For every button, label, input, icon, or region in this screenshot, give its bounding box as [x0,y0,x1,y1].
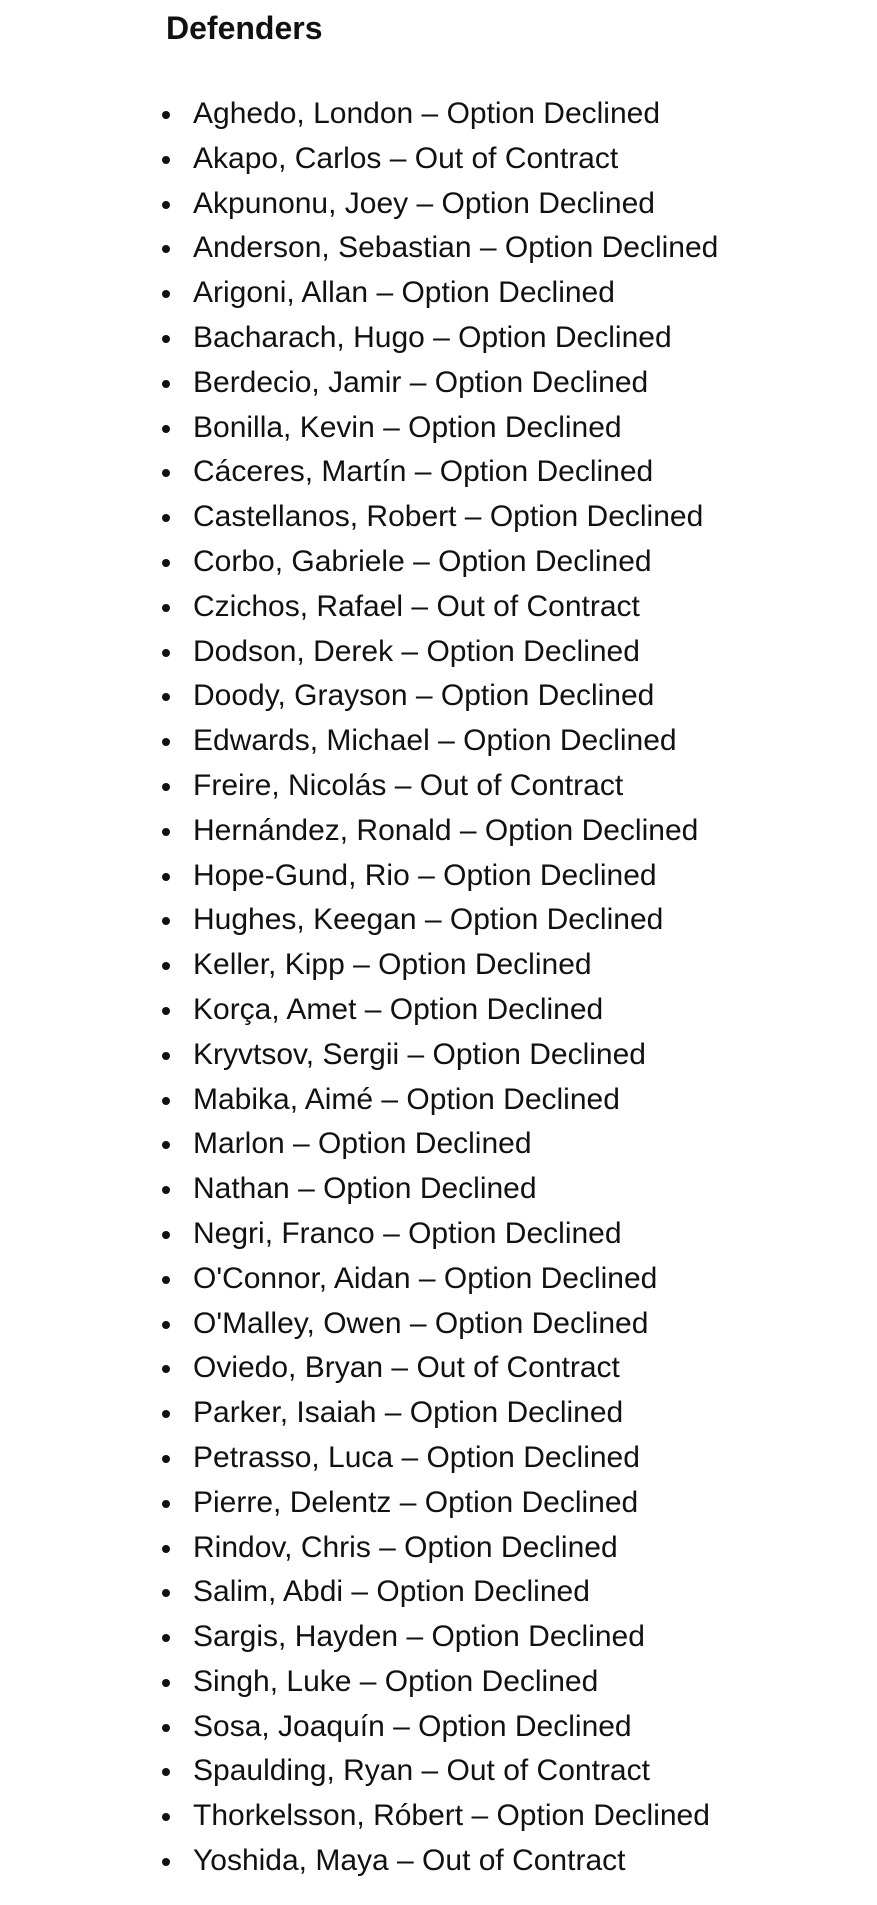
player-entry-text: Negri, Franco – Option Declined [193,1216,622,1250]
bullet-icon [162,1052,170,1060]
bullet-icon [162,1186,170,1194]
player-entry-text: O'Malley, Owen – Option Declined [193,1306,649,1340]
bullet-icon [162,1097,170,1105]
player-entry-text: Aghedo, London – Option Declined [193,97,661,130]
bullet-icon [162,738,170,746]
player-entry-text: Doody, Grayson – Option Declined [193,679,655,713]
player-entry-text: Singh, Luke – Option Declined [193,1664,599,1698]
bullet-icon [162,604,170,612]
player-entry-text: Cáceres, Martín – Option Declined [193,455,654,489]
player-entry-text: Dodson, Derek – Option Declined [193,634,640,668]
bullet-icon [162,1276,170,1284]
bullet-icon [162,873,170,881]
bullet-icon [162,469,170,477]
player-entry-text: Bonilla, Kevin – Option Declined [193,410,622,444]
player-entry-text: Akapo, Carlos – Out of Contract [193,141,619,175]
bullet-icon [162,201,170,209]
bullet-icon [162,962,170,970]
player-entry-text: Mabika, Aimé – Option Declined [193,1082,620,1116]
section-title: Defenders [166,10,323,46]
bullet-icon [162,649,170,657]
player-entry-text: Hope-Gund, Rio – Option Declined [193,858,657,892]
bullet-icon [162,380,170,388]
bullet-icon [162,1410,170,1418]
player-entry-text: Bacharach, Hugo – Option Declined [193,320,672,354]
player-entry-text: Akpunonu, Joey – Option Declined [193,186,655,220]
player-entry-text: Oviedo, Bryan – Out of Contract [193,1351,620,1385]
bullet-icon [162,1007,170,1015]
player-entry-text: Edwards, Michael – Option Declined [193,724,677,758]
player-entry-text: Sargis, Hayden – Option Declined [193,1620,645,1654]
player-entry-text: Parker, Isaiah – Option Declined [193,1396,624,1430]
player-entry-text: Arigoni, Allan – Option Declined [193,276,615,310]
bullet-icon [162,783,170,791]
bullet-icon [162,1141,170,1149]
bullet-icon [162,1321,170,1329]
bullet-icon [162,111,170,119]
player-entry-text: Keller, Kipp – Option Declined [193,948,592,982]
player-entry-text: Kryvtsov, Sergii – Option Declined [193,1037,646,1071]
player-entry-text: Nathan – Option Declined [193,1172,537,1206]
player-entry-text: Marlon – Option Declined [193,1127,532,1161]
player-entry-text: Sosa, Joaquín – Option Declined [193,1709,632,1743]
player-entry-text: Spaulding, Ryan – Out of Contract [193,1754,650,1788]
player-entry-text: Pierre, Delentz – Option Declined [193,1485,639,1519]
player-entry-text: Castellanos, Robert – Option Declined [193,500,704,534]
bullet-icon [162,693,170,701]
bullet-icon [162,1679,170,1687]
player-entry-text: Thorkelsson, Róbert – Option Declined [193,1799,710,1833]
bullet-icon [162,245,170,253]
player-entry-text: Yoshida, Maya – Out of Contract [193,1844,626,1878]
bullet-icon [162,1365,170,1373]
player-entry-text: Corbo, Gabriele – Option Declined [193,544,652,578]
bullet-icon [162,1231,170,1239]
bullet-icon [162,828,170,836]
bullet-icon [162,1500,170,1508]
bullet-icon [162,425,170,433]
bullet-icon [162,290,170,298]
bullet-icon [162,1768,170,1776]
bullet-icon [162,335,170,343]
bullet-icon [162,514,170,522]
player-entry-text: Anderson, Sebastian – Option Declined [193,231,719,265]
bullet-icon [162,1589,170,1597]
bullet-icon [162,917,170,925]
bullet-icon [162,1858,170,1866]
player-entry-text: Hernández, Ronald – Option Declined [193,813,699,847]
bullet-icon [162,1455,170,1463]
player-entry-text: Petrasso, Luca – Option Declined [193,1440,640,1474]
player-entry-text: Czichos, Rafael – Out of Contract [193,589,640,623]
player-entry-text: Rindov, Chris – Option Declined [193,1530,618,1564]
bullet-icon [162,559,170,567]
player-entry-text: Berdecio, Jamir – Option Declined [193,365,649,399]
bullet-icon [162,156,170,164]
player-entry-text: Korça, Amet – Option Declined [193,992,604,1026]
bullet-icon [162,1724,170,1732]
bullet-icon [162,1634,170,1642]
bullet-icon [162,1545,170,1553]
bullet-icon [162,1813,170,1821]
player-entry-text: Freire, Nicolás – Out of Contract [193,768,624,802]
player-entry-text: Salim, Abdi – Option Declined [193,1575,590,1609]
player-entry-text: Hughes, Keegan – Option Declined [193,903,664,937]
player-entry-text: O'Connor, Aidan – Option Declined [193,1261,658,1295]
